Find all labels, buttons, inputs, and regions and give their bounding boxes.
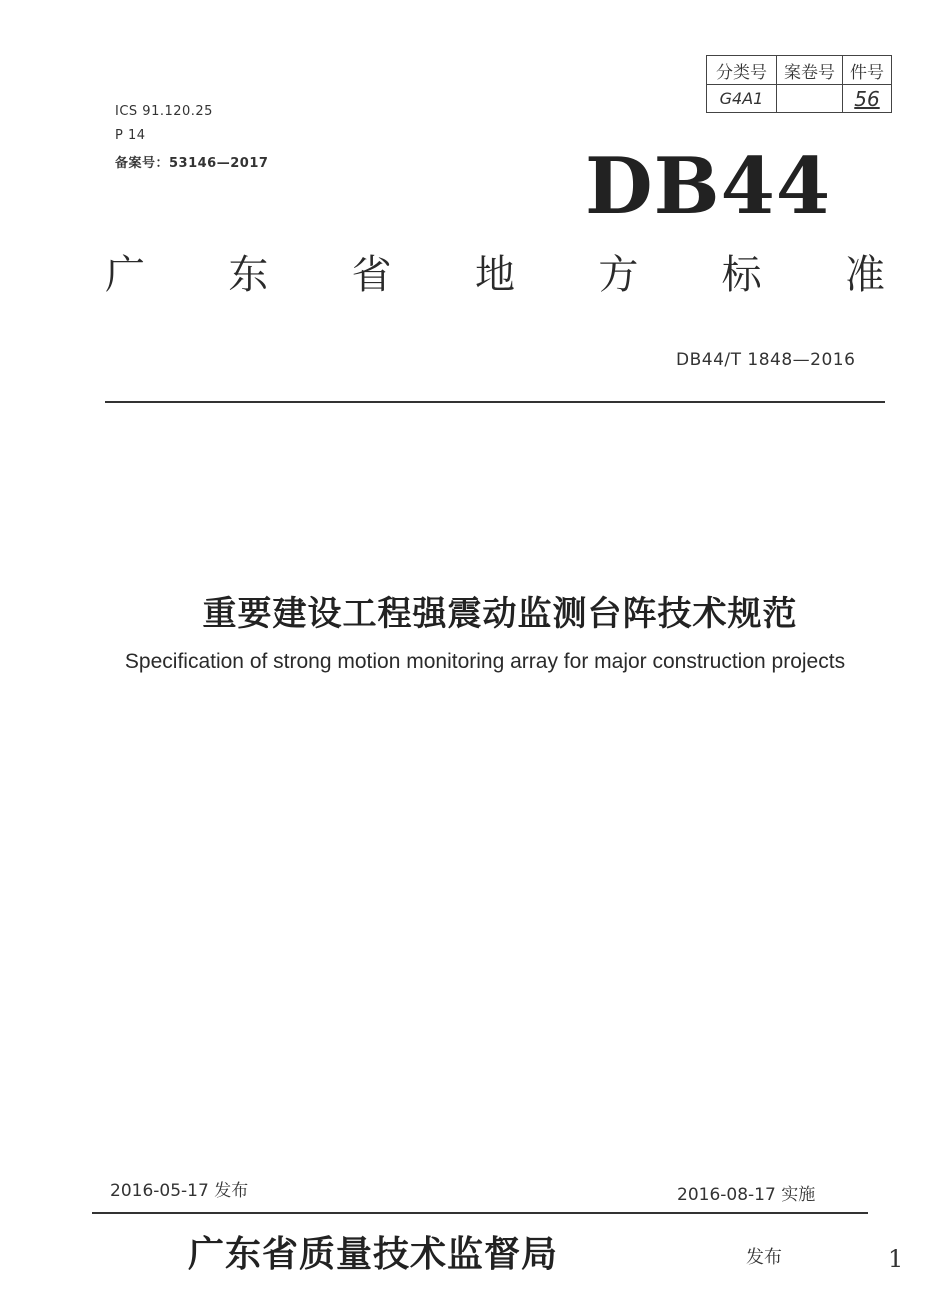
heading-char: 广 [105, 252, 145, 298]
db44-logo: DB44 [585, 141, 832, 232]
heading-char: 标 [721, 252, 762, 298]
bottom-divider [92, 1212, 868, 1214]
heading-char: 省 [351, 252, 392, 298]
record-number: 备案号：53146—2017 [115, 156, 269, 171]
p-code: P 14 [115, 128, 146, 143]
heading-char: 准 [844, 252, 885, 298]
publish-date: 2016-05-17 发布 [110, 1181, 249, 1201]
top-divider [105, 401, 885, 403]
heading-char: 地 [474, 252, 515, 298]
document-title-en: Specification of strong motion monitoring array for major construction projects [124, 650, 846, 673]
archive-stamp-table [706, 55, 892, 113]
stamp-value-category: G4A1 [707, 85, 777, 112]
stamp-header-category: 分类号 [707, 56, 777, 85]
page-number: 1 [888, 1245, 904, 1273]
heading-char: 东 [228, 252, 269, 298]
standard-number: DB44/T 1848—2016 [676, 350, 856, 370]
heading-char: 方 [598, 252, 639, 298]
stamp-value-item: 56 [854, 86, 880, 111]
stamp-value-file [777, 85, 843, 112]
document-title-cn: 重要建设工程强震动监测台阵技术规范 [202, 594, 798, 634]
stamp-header-item: 件号 [843, 56, 891, 85]
local-standard-heading [105, 252, 885, 298]
issue-label: 发布 [746, 1247, 782, 1268]
stamp-header-file: 案卷号 [777, 56, 843, 85]
ics-code: ICS 91.120.25 [115, 104, 213, 119]
implement-date: 2016-08-17 实施 [677, 1185, 816, 1205]
issuing-authority: 广东省质量技术监督局 [188, 1233, 559, 1275]
